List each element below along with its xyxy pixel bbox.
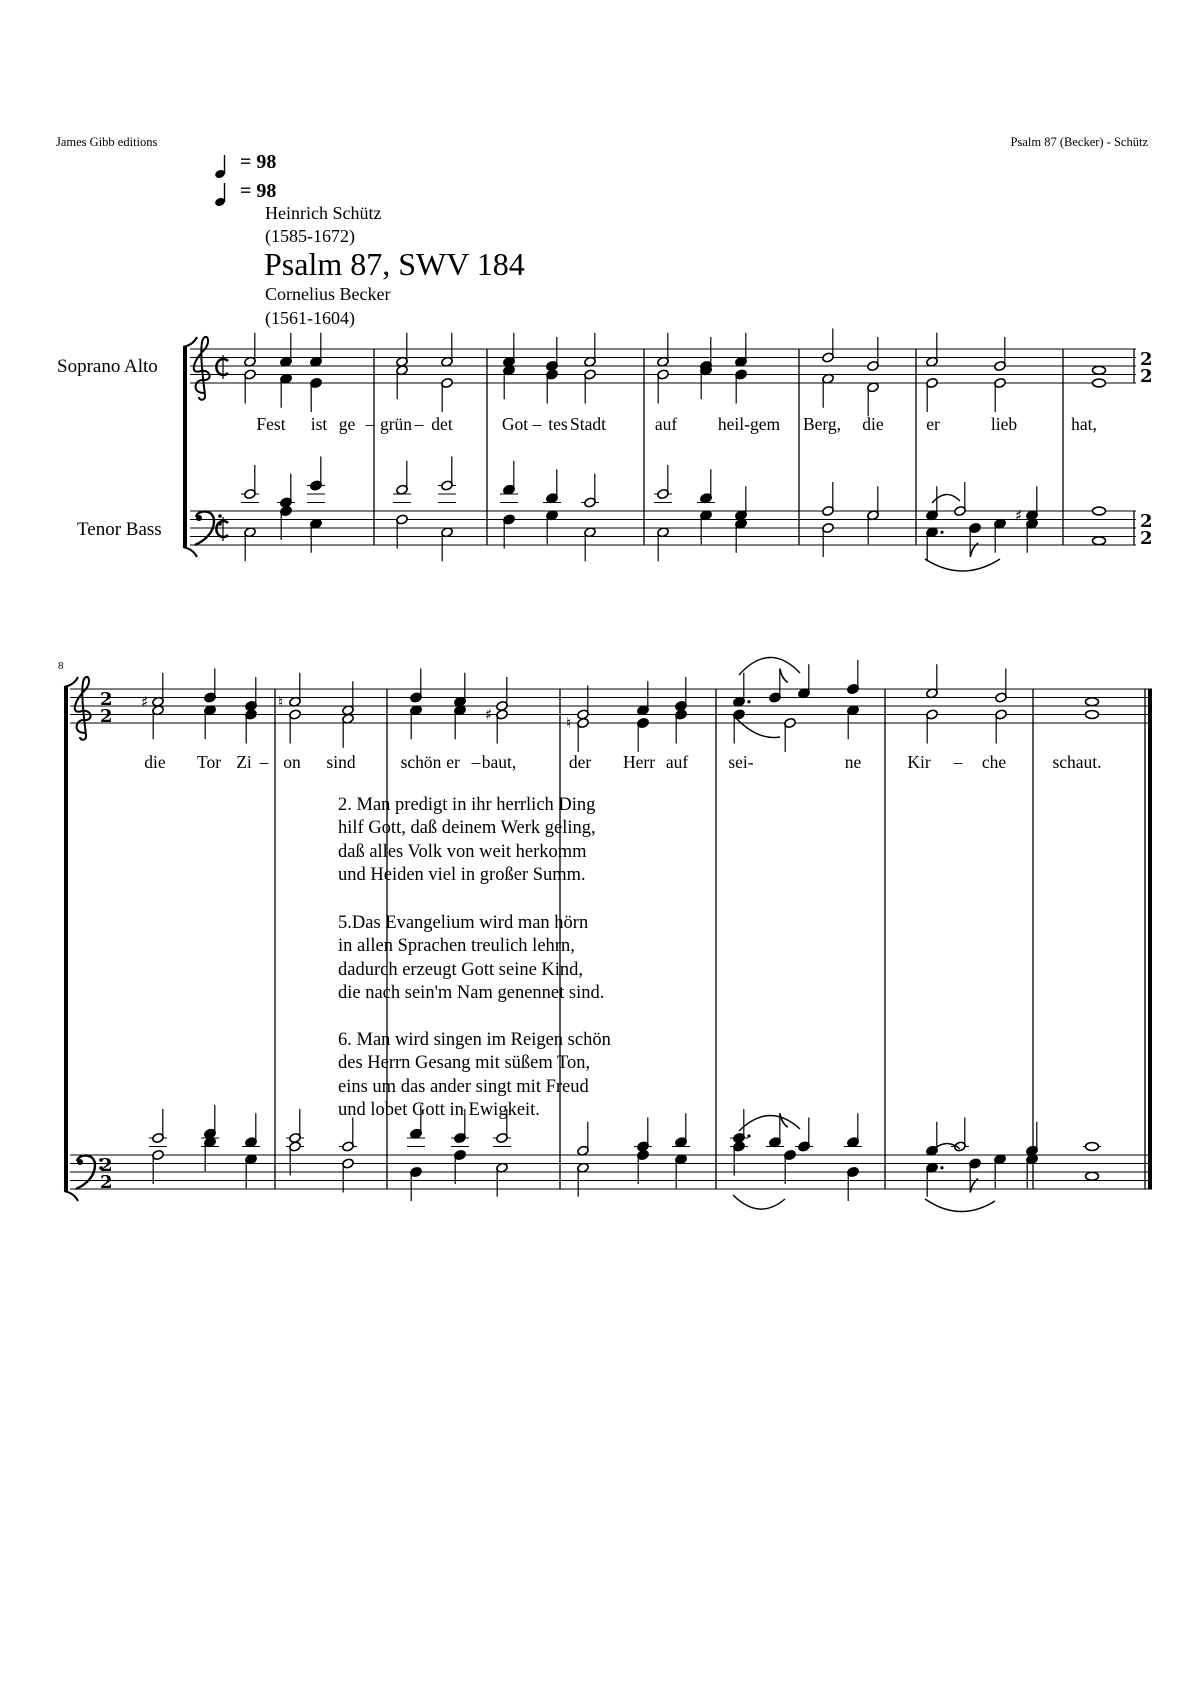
lyric-syllable: er	[926, 414, 940, 434]
treble-clef-icon	[194, 337, 210, 400]
slur	[925, 559, 1000, 571]
time-signature: 2	[100, 1172, 113, 1193]
lyric-syllable: Tor	[196, 752, 222, 772]
whole-note	[1093, 366, 1106, 374]
lyric-syllable: tes	[548, 414, 568, 434]
cut-time-icon	[216, 359, 228, 375]
whole-note	[1086, 711, 1099, 719]
final-barline	[1148, 689, 1152, 1189]
lyric-syllable: –	[532, 414, 542, 434]
time-signature: 2	[100, 706, 113, 727]
composer: Heinrich Schütz	[265, 203, 382, 223]
part-label-soprano-alto: Soprano Alto	[57, 356, 158, 377]
verse-6-line: eins um das ander singt mit Freud	[338, 1077, 589, 1097]
time-signature: 2	[1140, 528, 1153, 549]
dot	[940, 1166, 943, 1169]
sharp-sign: ♯	[1015, 506, 1023, 525]
lyric-syllable: sind	[326, 752, 356, 772]
verse-2-line: 2. Man predigt in ihr herrlich Ding	[338, 795, 596, 815]
tempo-mark: = 98	[240, 151, 277, 173]
lyric-syllable: –	[471, 752, 481, 772]
whole-note	[1093, 537, 1106, 545]
verse-6-line: 6. Man wird singen im Reigen schön	[338, 1030, 611, 1050]
tempo-mark: = 98	[240, 180, 277, 202]
lyric-syllable: die	[862, 414, 884, 434]
verse-6-line: und lobet Gott in Ewigkeit.	[338, 1100, 540, 1120]
treble-clef-icon	[75, 677, 91, 740]
dot	[747, 700, 750, 703]
verse-2-line: hilf Gott, daß deinem Werk geling,	[338, 818, 596, 838]
lyric-syllable: Fest	[256, 414, 286, 434]
poet: Cornelius Becker	[265, 284, 391, 304]
bracket-bottom	[64, 1191, 78, 1201]
lyric-syllable: hat,	[1071, 414, 1097, 434]
lyric-syllable: det	[431, 414, 453, 434]
lyric-syllable: die	[144, 752, 166, 772]
lyric-syllable: heil-gem	[717, 414, 781, 434]
time-signature: 2	[1140, 349, 1153, 370]
lyric-syllable: schön	[400, 752, 442, 772]
measure-number: 8	[58, 660, 64, 672]
verse-6-line: des Herrn Gesang mit süßem Ton,	[338, 1053, 591, 1073]
lyric-syllable: –	[953, 752, 963, 772]
dot	[747, 1134, 750, 1137]
lyric-syllable: schaut.	[1052, 752, 1102, 772]
verse-5-line: die nach sein'm Nam genennet sind.	[338, 983, 605, 1003]
slur	[733, 1195, 785, 1209]
lyric-syllable: lieb	[990, 414, 1018, 434]
sharp-sign: ♯	[141, 692, 149, 711]
lyric-syllable: Kir	[907, 752, 931, 772]
lyric-syllable: –	[414, 414, 424, 434]
lyric-syllable: grün	[379, 414, 413, 434]
part-label-tenor-bass: Tenor Bass	[77, 519, 162, 540]
dot	[940, 531, 943, 534]
poet-dates: (1561-1604)	[265, 308, 355, 328]
lyric-syllable: Herr	[622, 752, 656, 772]
lyric-syllable: sei-	[728, 752, 754, 772]
time-signature: 2	[1140, 366, 1153, 387]
page-title: Psalm 87, SWV 184	[264, 246, 525, 282]
bracket-top	[183, 337, 197, 347]
lyric-syllable: der	[568, 752, 592, 772]
lyric-syllable: Zi	[236, 752, 252, 772]
lyric-syllable: baut,	[481, 752, 517, 772]
lyric-syllable: –	[365, 414, 375, 434]
bass-clef-dot	[77, 1159, 83, 1165]
note-flag	[780, 669, 788, 683]
header-left: James Gibb editions	[56, 135, 158, 149]
sharp-sign: ♯	[485, 705, 493, 724]
lyric-syllable: ist	[310, 414, 328, 434]
lyric-syllable: –	[259, 752, 269, 772]
lyric-syllable: on	[283, 752, 301, 772]
verse-5-line: in allen Sprachen treulich lehrn,	[338, 936, 575, 956]
whole-note	[1093, 507, 1106, 515]
lyric-syllable: Got	[501, 414, 529, 434]
verse-5-line: 5.Das Evangelium wird man hörn	[338, 913, 589, 933]
bracket-top	[64, 677, 78, 687]
lyric-syllable: er	[446, 752, 460, 772]
verse-5-line: dadurch erzeugt Gott seine Kind,	[338, 960, 584, 980]
composer-dates: (1585-1672)	[265, 226, 355, 246]
bracket-bottom	[183, 547, 197, 557]
time-signature: 2	[1140, 511, 1153, 532]
system-bracket	[64, 687, 68, 1191]
slur	[925, 1199, 995, 1212]
natural-sign: ♮	[278, 692, 284, 711]
verse-2-line: und Heiden viel in großer Summ.	[338, 865, 586, 885]
bass-clef-dot	[218, 514, 222, 518]
bass-clef-dot	[196, 515, 202, 521]
slur	[739, 657, 800, 675]
verse-2-line: daß alles Volk von weit herkomm	[338, 842, 587, 862]
time-signature: 2	[100, 1155, 113, 1176]
lyric-syllable: auf	[665, 752, 689, 772]
whole-note	[1086, 1143, 1099, 1151]
header-right: Psalm 87 (Becker) - Schütz	[1010, 135, 1148, 149]
system-bracket	[183, 347, 187, 547]
slur	[739, 1115, 800, 1131]
lyric-syllable: che	[981, 752, 1007, 772]
natural-sign: ♮	[566, 714, 572, 732]
lyric-syllable: ne	[844, 752, 862, 772]
time-signature: 2	[100, 689, 113, 710]
lyric-syllable: Berg,	[802, 414, 842, 434]
whole-note	[1086, 1172, 1099, 1180]
lyric-syllable: Stadt	[570, 414, 606, 434]
lyric-syllable: auf	[654, 414, 678, 434]
cut-time-icon	[216, 521, 228, 537]
whole-note	[1093, 379, 1106, 387]
whole-note	[1086, 698, 1099, 706]
lyric-syllable: ge	[338, 414, 356, 434]
